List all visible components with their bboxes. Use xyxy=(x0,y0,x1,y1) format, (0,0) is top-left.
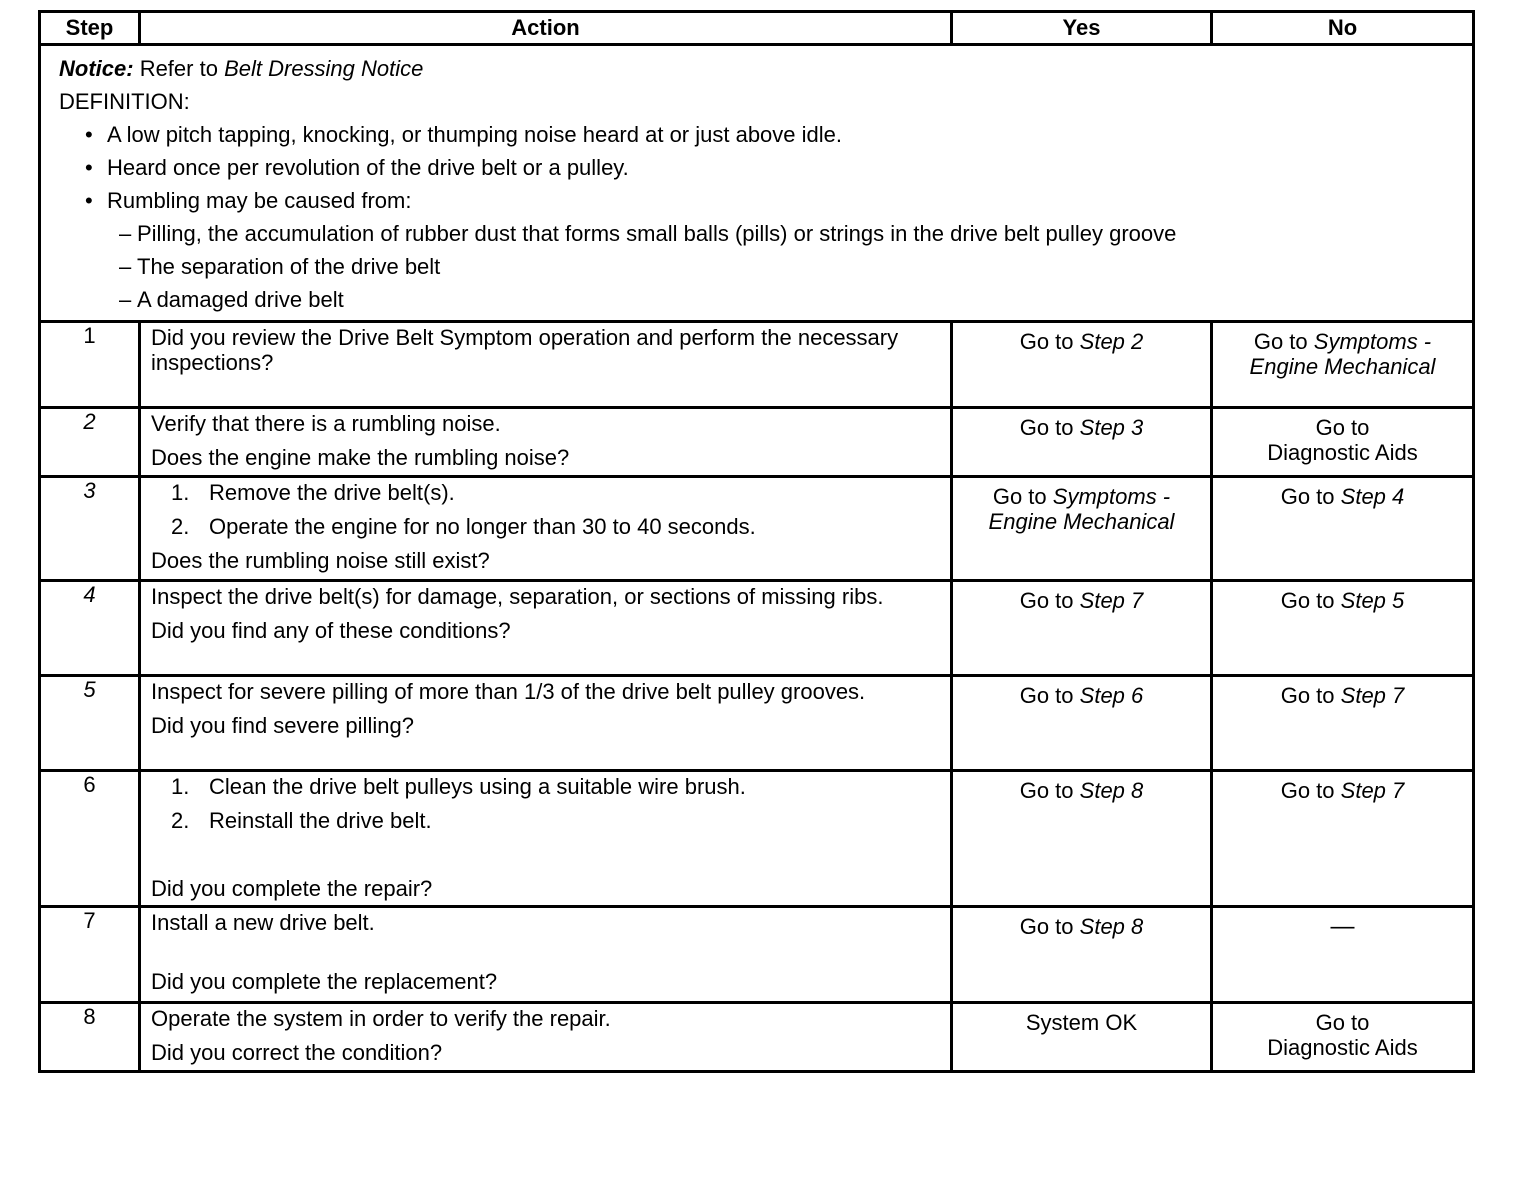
no-prefix: Go to xyxy=(1253,329,1308,354)
action-cell xyxy=(140,581,952,676)
notice-cell xyxy=(40,45,1474,322)
table-row xyxy=(40,1003,1474,1072)
yes-prefix: Go to xyxy=(1019,415,1074,440)
yes-prefix: Go to xyxy=(1019,778,1074,803)
no-cell xyxy=(1212,907,1474,1003)
definition-label: DEFINITION: xyxy=(59,89,190,114)
action-cell xyxy=(140,1003,952,1072)
yes-ref: Symptoms - xyxy=(1052,484,1171,509)
numbered-item: 1. Clean the drive belt pulleys using a suitable wire brush. xyxy=(171,774,746,799)
action-cell xyxy=(140,907,952,1003)
definition-sub-item: – Pilling, the accumulation of rubber dust that forms small balls (pills) or strings in the drive belt pulley groove xyxy=(59,217,1472,250)
notice-label: Notice: xyxy=(59,56,134,81)
no-cell xyxy=(1212,408,1474,477)
step-number: 2 xyxy=(40,408,140,477)
action-text: Did you review the Drive Belt Symptom operation and perform the necessary inspections? xyxy=(151,325,899,375)
no-text: — xyxy=(1330,913,1355,940)
action-cell xyxy=(140,408,952,477)
notice-row xyxy=(40,45,1474,322)
no-ref: Engine Mechanical xyxy=(1249,354,1436,379)
no-prefix: Go to xyxy=(1280,588,1335,613)
yes-cell xyxy=(952,676,1212,771)
step-number: 4 xyxy=(40,581,140,676)
header-yes: Yes xyxy=(952,12,1212,45)
no-cell xyxy=(1212,1003,1474,1072)
action-text: Install a new drive belt. xyxy=(151,910,375,935)
table-row xyxy=(40,322,1474,408)
action-question: Did you complete the repair? xyxy=(151,876,433,901)
yes-ref: Engine Mechanical xyxy=(988,509,1175,534)
yes-prefix: Go to xyxy=(992,484,1047,509)
yes-ref: Step 7 xyxy=(1079,588,1144,613)
step-number: 3 xyxy=(40,477,140,581)
no-cell xyxy=(1212,477,1474,581)
numbered-item: 1. Remove the drive belt(s). xyxy=(171,480,455,505)
no-text: Go to xyxy=(1315,415,1370,440)
yes-ref: Step 8 xyxy=(1079,914,1144,939)
action-text: Inspect the drive belt(s) for damage, separation, or sections of missing ribs. xyxy=(151,584,884,609)
yes-cell xyxy=(952,408,1212,477)
numbered-item: 2. Operate the engine for no longer than 30 to 40 seconds. xyxy=(171,514,756,539)
action-question: Did you correct the condition? xyxy=(151,1040,443,1065)
action-cell xyxy=(140,322,952,408)
no-ref: Step 7 xyxy=(1340,683,1405,708)
table-row xyxy=(40,907,1474,1003)
notice-ref: Belt Dressing Notice xyxy=(224,56,424,81)
yes-ref: Step 2 xyxy=(1079,329,1144,354)
action-question: Did you find any of these conditions? xyxy=(151,618,511,643)
yes-text: System OK xyxy=(1025,1010,1138,1035)
diagnostic-table xyxy=(38,10,1475,1073)
notice-line xyxy=(59,52,1472,85)
table-row xyxy=(40,771,1474,907)
yes-ref: Step 6 xyxy=(1079,683,1144,708)
no-cell xyxy=(1212,322,1474,408)
yes-ref: Step 8 xyxy=(1079,778,1144,803)
definition-bullet: • Heard once per revolution of the drive belt or a pulley. xyxy=(59,151,1472,184)
step-number: 5 xyxy=(40,676,140,771)
definition-bullet: • Rumbling may be caused from: xyxy=(59,184,1472,217)
action-cell xyxy=(140,477,952,581)
no-cell xyxy=(1212,676,1474,771)
action-cell xyxy=(140,771,952,907)
yes-prefix: Go to xyxy=(1019,329,1074,354)
yes-prefix: Go to xyxy=(1019,683,1074,708)
action-question: Did you complete the replacement? xyxy=(151,969,498,994)
table-row xyxy=(40,408,1474,477)
action-question: Did you find severe pilling? xyxy=(151,713,414,738)
definition-bullet: • A low pitch tapping, knocking, or thumping noise heard at or just above idle. xyxy=(59,118,1472,151)
yes-prefix: Go to xyxy=(1019,914,1074,939)
table-row xyxy=(40,676,1474,771)
step-number: 1 xyxy=(40,322,140,408)
yes-cell xyxy=(952,581,1212,676)
yes-cell xyxy=(952,322,1212,408)
no-ref: Step 5 xyxy=(1340,588,1405,613)
action-cell xyxy=(140,676,952,771)
definition-sub-item: – The separation of the drive belt xyxy=(59,250,1472,283)
action-text: Operate the system in order to verify the repair. xyxy=(151,1006,611,1031)
action-question: Does the engine make the rumbling noise? xyxy=(151,445,570,470)
no-text: Diagnostic Aids xyxy=(1267,1035,1418,1060)
no-ref: Step 7 xyxy=(1340,778,1405,803)
step-number: 7 xyxy=(40,907,140,1003)
action-text: Inspect for severe pilling of more than 1/3 of the drive belt pulley grooves. xyxy=(151,679,866,704)
yes-cell xyxy=(952,1003,1212,1072)
header-row xyxy=(40,12,1474,45)
no-ref: Step 4 xyxy=(1340,484,1405,509)
no-prefix: Go to xyxy=(1280,484,1335,509)
step-number: 6 xyxy=(40,771,140,907)
notice-text: Refer to xyxy=(139,56,218,81)
table-row xyxy=(40,477,1474,581)
numbered-item: 2. Reinstall the drive belt. xyxy=(171,808,432,833)
yes-cell xyxy=(952,477,1212,581)
action-question: Does the rumbling noise still exist? xyxy=(151,548,490,573)
no-ref: Symptoms - xyxy=(1313,329,1432,354)
no-cell xyxy=(1212,581,1474,676)
yes-ref: Step 3 xyxy=(1079,415,1144,440)
header-action: Action xyxy=(140,12,952,45)
header-no: No xyxy=(1212,12,1474,45)
yes-cell xyxy=(952,771,1212,907)
definition-sub-item: – A damaged drive belt xyxy=(59,283,1472,316)
no-prefix: Go to xyxy=(1280,778,1335,803)
no-prefix: Go to xyxy=(1280,683,1335,708)
action-text: Verify that there is a rumbling noise. xyxy=(151,411,501,436)
no-text: Diagnostic Aids xyxy=(1267,440,1418,465)
no-text: Go to xyxy=(1315,1010,1370,1035)
step-number: 8 xyxy=(40,1003,140,1072)
yes-cell xyxy=(952,907,1212,1003)
header-step: Step xyxy=(40,12,140,45)
table-row xyxy=(40,581,1474,676)
yes-prefix: Go to xyxy=(1019,588,1074,613)
no-cell xyxy=(1212,771,1474,907)
